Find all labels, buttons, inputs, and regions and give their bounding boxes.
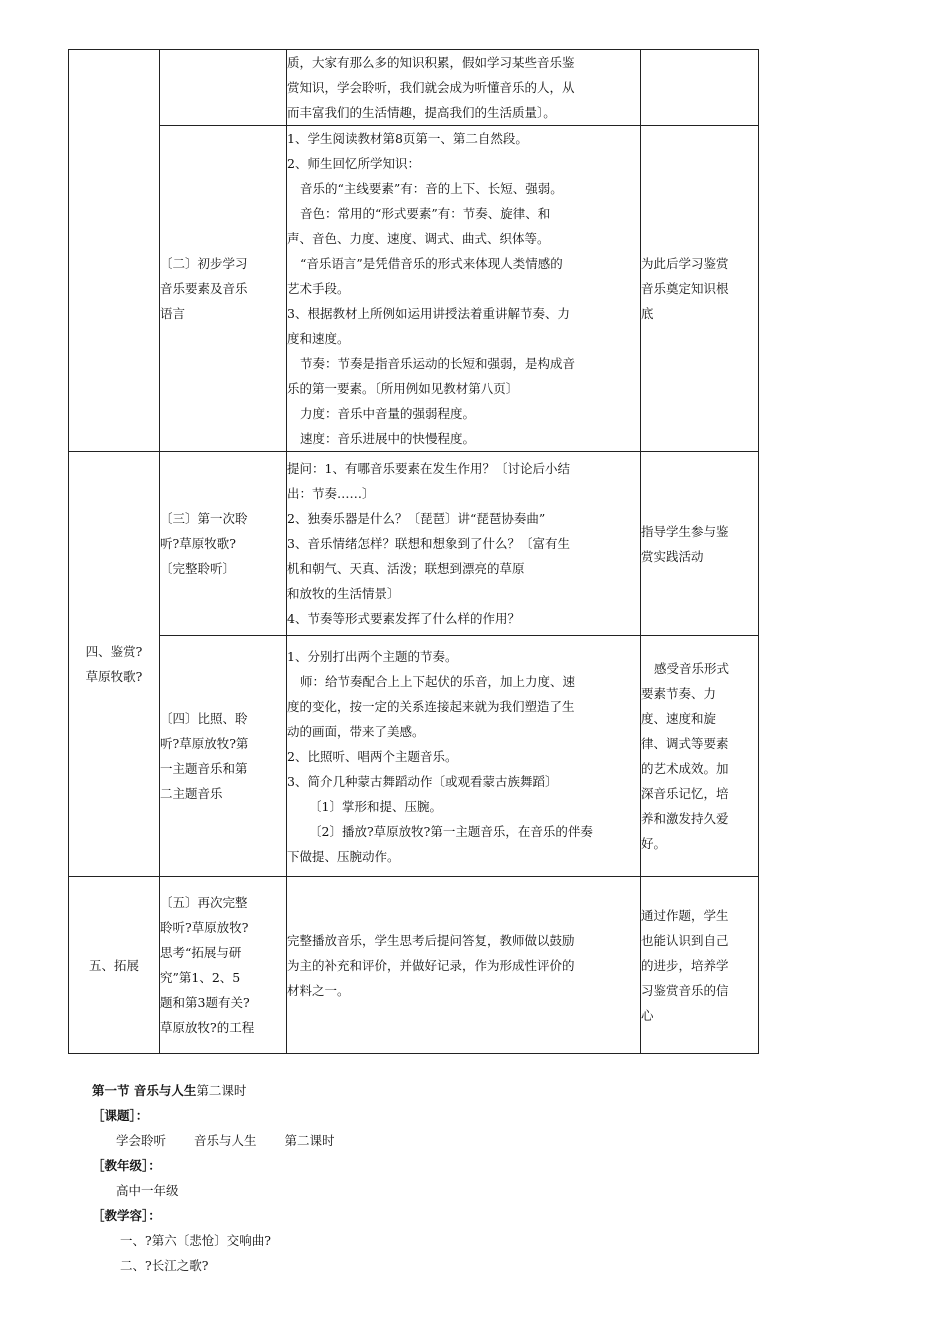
step-line: 思考“拓展与研	[160, 945, 242, 960]
step-line: 〔五〕再次完整	[160, 895, 248, 910]
step-line: 〔四〕比照、聆	[160, 711, 248, 726]
purpose-cell	[641, 636, 759, 877]
topic-part: 音乐与人生	[194, 1133, 257, 1148]
step-line: 听?草原放牧?第	[160, 736, 249, 751]
content-label: ［教学容］：	[92, 1208, 161, 1223]
purpose-line: 音乐奠定知识根	[641, 281, 729, 296]
topic-value	[92, 1128, 335, 1153]
step-line: 究”第1、2、5	[160, 970, 241, 985]
grade-label: ［教年级］：	[92, 1158, 161, 1173]
stage-label: 五、拓展	[88, 957, 139, 973]
purpose-line: 要素节奏、力	[641, 686, 717, 701]
table-row-continuation	[69, 50, 759, 126]
purpose-line: 心	[641, 1007, 654, 1023]
step-cell	[160, 126, 287, 452]
purpose-line: 赏实践活动	[641, 548, 704, 564]
content-line: 〔1〕掌形和提、压腕。	[309, 798, 442, 814]
content-line: 声、音色、力度、速度、调式、曲式、织体等。	[287, 231, 550, 246]
content-line: 3、根据教材上所例如运用讲授法着重讲解节奏、力	[287, 306, 570, 321]
content-line: 力度：音乐中音量的强弱程度。	[300, 406, 476, 421]
section-heading	[92, 1078, 335, 1103]
step-line: 二主题音乐	[160, 786, 223, 801]
content-item: 二、?长江之歌?	[120, 1258, 209, 1273]
step-line: 听?草原牧歌?	[160, 536, 236, 551]
content-line: 〔2〕播放?草原放牧?第一主题音乐，在音乐的伴奏	[309, 823, 593, 839]
purpose-line: 指导学生参与鉴	[641, 523, 729, 539]
purpose-line: 好。	[641, 836, 667, 851]
step-cell-continued	[160, 50, 287, 126]
table-row-step-2	[69, 126, 759, 452]
content-line: 艺术手段。	[287, 281, 350, 296]
table-row-step-5	[69, 877, 759, 1054]
purpose-line: 感受音乐形式	[654, 661, 730, 676]
step-line: 〔二〕初步学习	[160, 256, 248, 271]
content-line: 乐的第一要素。〔所用例如见教材第八页〕	[287, 381, 519, 396]
purpose-line: 养和激发持久爱	[641, 811, 729, 826]
content-cell	[287, 126, 641, 452]
stage-label: 四、鉴赏?	[85, 644, 143, 659]
content-line: 音乐的“主线要素”有：音的上下、长短、强弱。	[300, 181, 563, 196]
content-line: 和放牧的生活情景〕	[287, 586, 400, 601]
step-line: 草原放牧?的工程	[160, 1020, 255, 1035]
content-line: 机和朝气、天真、活泼；联想到漂亮的草原	[287, 561, 525, 576]
stage-cell-continued	[69, 50, 160, 452]
stage-cell-appreciation	[69, 452, 160, 877]
content-line: 为主的补充和评价，并做好记录，作为形成性评价的	[287, 957, 575, 973]
content-line: 2、独奏乐器是什么？〔琵琶〕讲“琵琶协奏曲”	[287, 511, 546, 526]
table-row-step-3	[69, 452, 759, 636]
purpose-line: 底	[641, 306, 654, 321]
stage-cell-extension	[69, 877, 160, 1054]
step-cell	[160, 636, 287, 877]
topic-part: 学会聆听	[116, 1133, 167, 1148]
table-row-step-4	[69, 636, 759, 877]
content-line: 出：节奏……〕	[287, 486, 375, 501]
content-cell	[287, 636, 641, 877]
section-heading-bold: 第一节 音乐与人生	[92, 1083, 197, 1098]
content-line: 2、比照听、唱两个主题音乐。	[287, 748, 458, 764]
topic-part: 第二课时	[284, 1133, 335, 1148]
content-line: 3、简介几种蒙古舞蹈动作〔或观看蒙古族舞蹈〕	[287, 773, 558, 789]
step-line: 〔三〕第一次聆	[160, 511, 248, 526]
step-line: 〔完整聆听〕	[160, 561, 236, 576]
purpose-line: 律、调式等要素	[641, 736, 729, 751]
purpose-line: 的艺术成效。加	[641, 761, 729, 776]
purpose-cell	[641, 126, 759, 452]
purpose-line: 度、速度和旋	[641, 711, 717, 726]
step-cell	[160, 452, 287, 636]
purpose-cell-continued	[641, 50, 759, 126]
lesson-header-section	[92, 1078, 335, 1278]
content-item: 一、?第六〔悲怆〕交响曲?	[120, 1233, 271, 1248]
content-line: 速度：音乐进展中的快慢程度。	[300, 431, 476, 446]
content-line: 提问：1、有哪音乐要素在发生作用？〔讨论后小结	[287, 461, 570, 476]
content-line: “音乐语言”是凭借音乐的形式来体现人类情感的	[300, 256, 563, 271]
content-cell-continued	[287, 50, 641, 126]
step-line: 音乐要素及音乐	[160, 281, 248, 296]
content-line: 1、学生阅读教材第8页第一、第二自然段。	[287, 131, 528, 146]
lesson-plan-table	[68, 49, 759, 1054]
content-cell	[287, 877, 641, 1054]
step-line: 语言	[160, 306, 186, 321]
content-line: 材料之一。	[287, 982, 350, 998]
purpose-cell	[641, 452, 759, 636]
grade-value: 高中一年级	[116, 1183, 179, 1198]
purpose-line: 深音乐记忆，培	[641, 786, 729, 801]
content-line: 完整播放音乐，学生思考后提问答复，教师做以鼓励	[287, 932, 575, 948]
purpose-line: 习鉴赏音乐的信	[641, 982, 729, 998]
topic-label: ［课题］：	[92, 1108, 149, 1123]
content-line: 赏知识，学会聆听，我们就会成为听懂音乐的人，从	[287, 80, 575, 95]
purpose-line: 通过作题，学生	[641, 907, 729, 923]
step-cell	[160, 877, 287, 1054]
content-line: 2、师生回忆所学知识：	[287, 156, 420, 171]
content-line: 3、音乐情绪怎样？联想和想象到了什么？〔富有生	[287, 536, 570, 551]
content-line: 而丰富我们的生活情趣，提高我们的生活质量〕。	[287, 105, 556, 120]
content-line: 音色：常用的“形式要素”有：节奏、旋律、和	[300, 206, 551, 221]
purpose-line: 也能认识到自己	[641, 932, 729, 948]
content-line: 节奏：节奏是指音乐运动的长短和强弱，是构成音	[300, 356, 576, 371]
step-line: 一主题音乐和第	[160, 761, 248, 776]
content-line: 质，大家有那么多的知识积累，假如学习某些音乐鉴	[287, 55, 575, 70]
step-line: 题和第3题有关?	[160, 995, 250, 1010]
purpose-line: 的进步，培养学	[641, 957, 729, 973]
purpose-line: 为此后学习鉴赏	[641, 256, 729, 271]
content-cell	[287, 452, 641, 636]
content-line: 1、分别打出两个主题的节奏。	[287, 648, 458, 664]
content-line: 动的画面，带来了美感。	[287, 723, 425, 739]
step-line: 聆听?草原放牧?	[160, 920, 249, 935]
content-line: 度和速度。	[287, 331, 350, 346]
stage-label: 草原牧歌?	[85, 669, 143, 684]
section-heading-rest: 第二课时	[196, 1083, 247, 1098]
content-line: 师：给节奏配合上上下起伏的乐音，加上力度、速	[300, 673, 576, 689]
content-line: 度的变化，按一定的关系连接起来就为我们塑造了生	[287, 698, 575, 714]
purpose-cell	[641, 877, 759, 1054]
content-line: 4、节奏等形式要素发挥了什么样的作用？	[287, 611, 520, 626]
content-line: 下做提、压腕动作。	[287, 848, 400, 864]
